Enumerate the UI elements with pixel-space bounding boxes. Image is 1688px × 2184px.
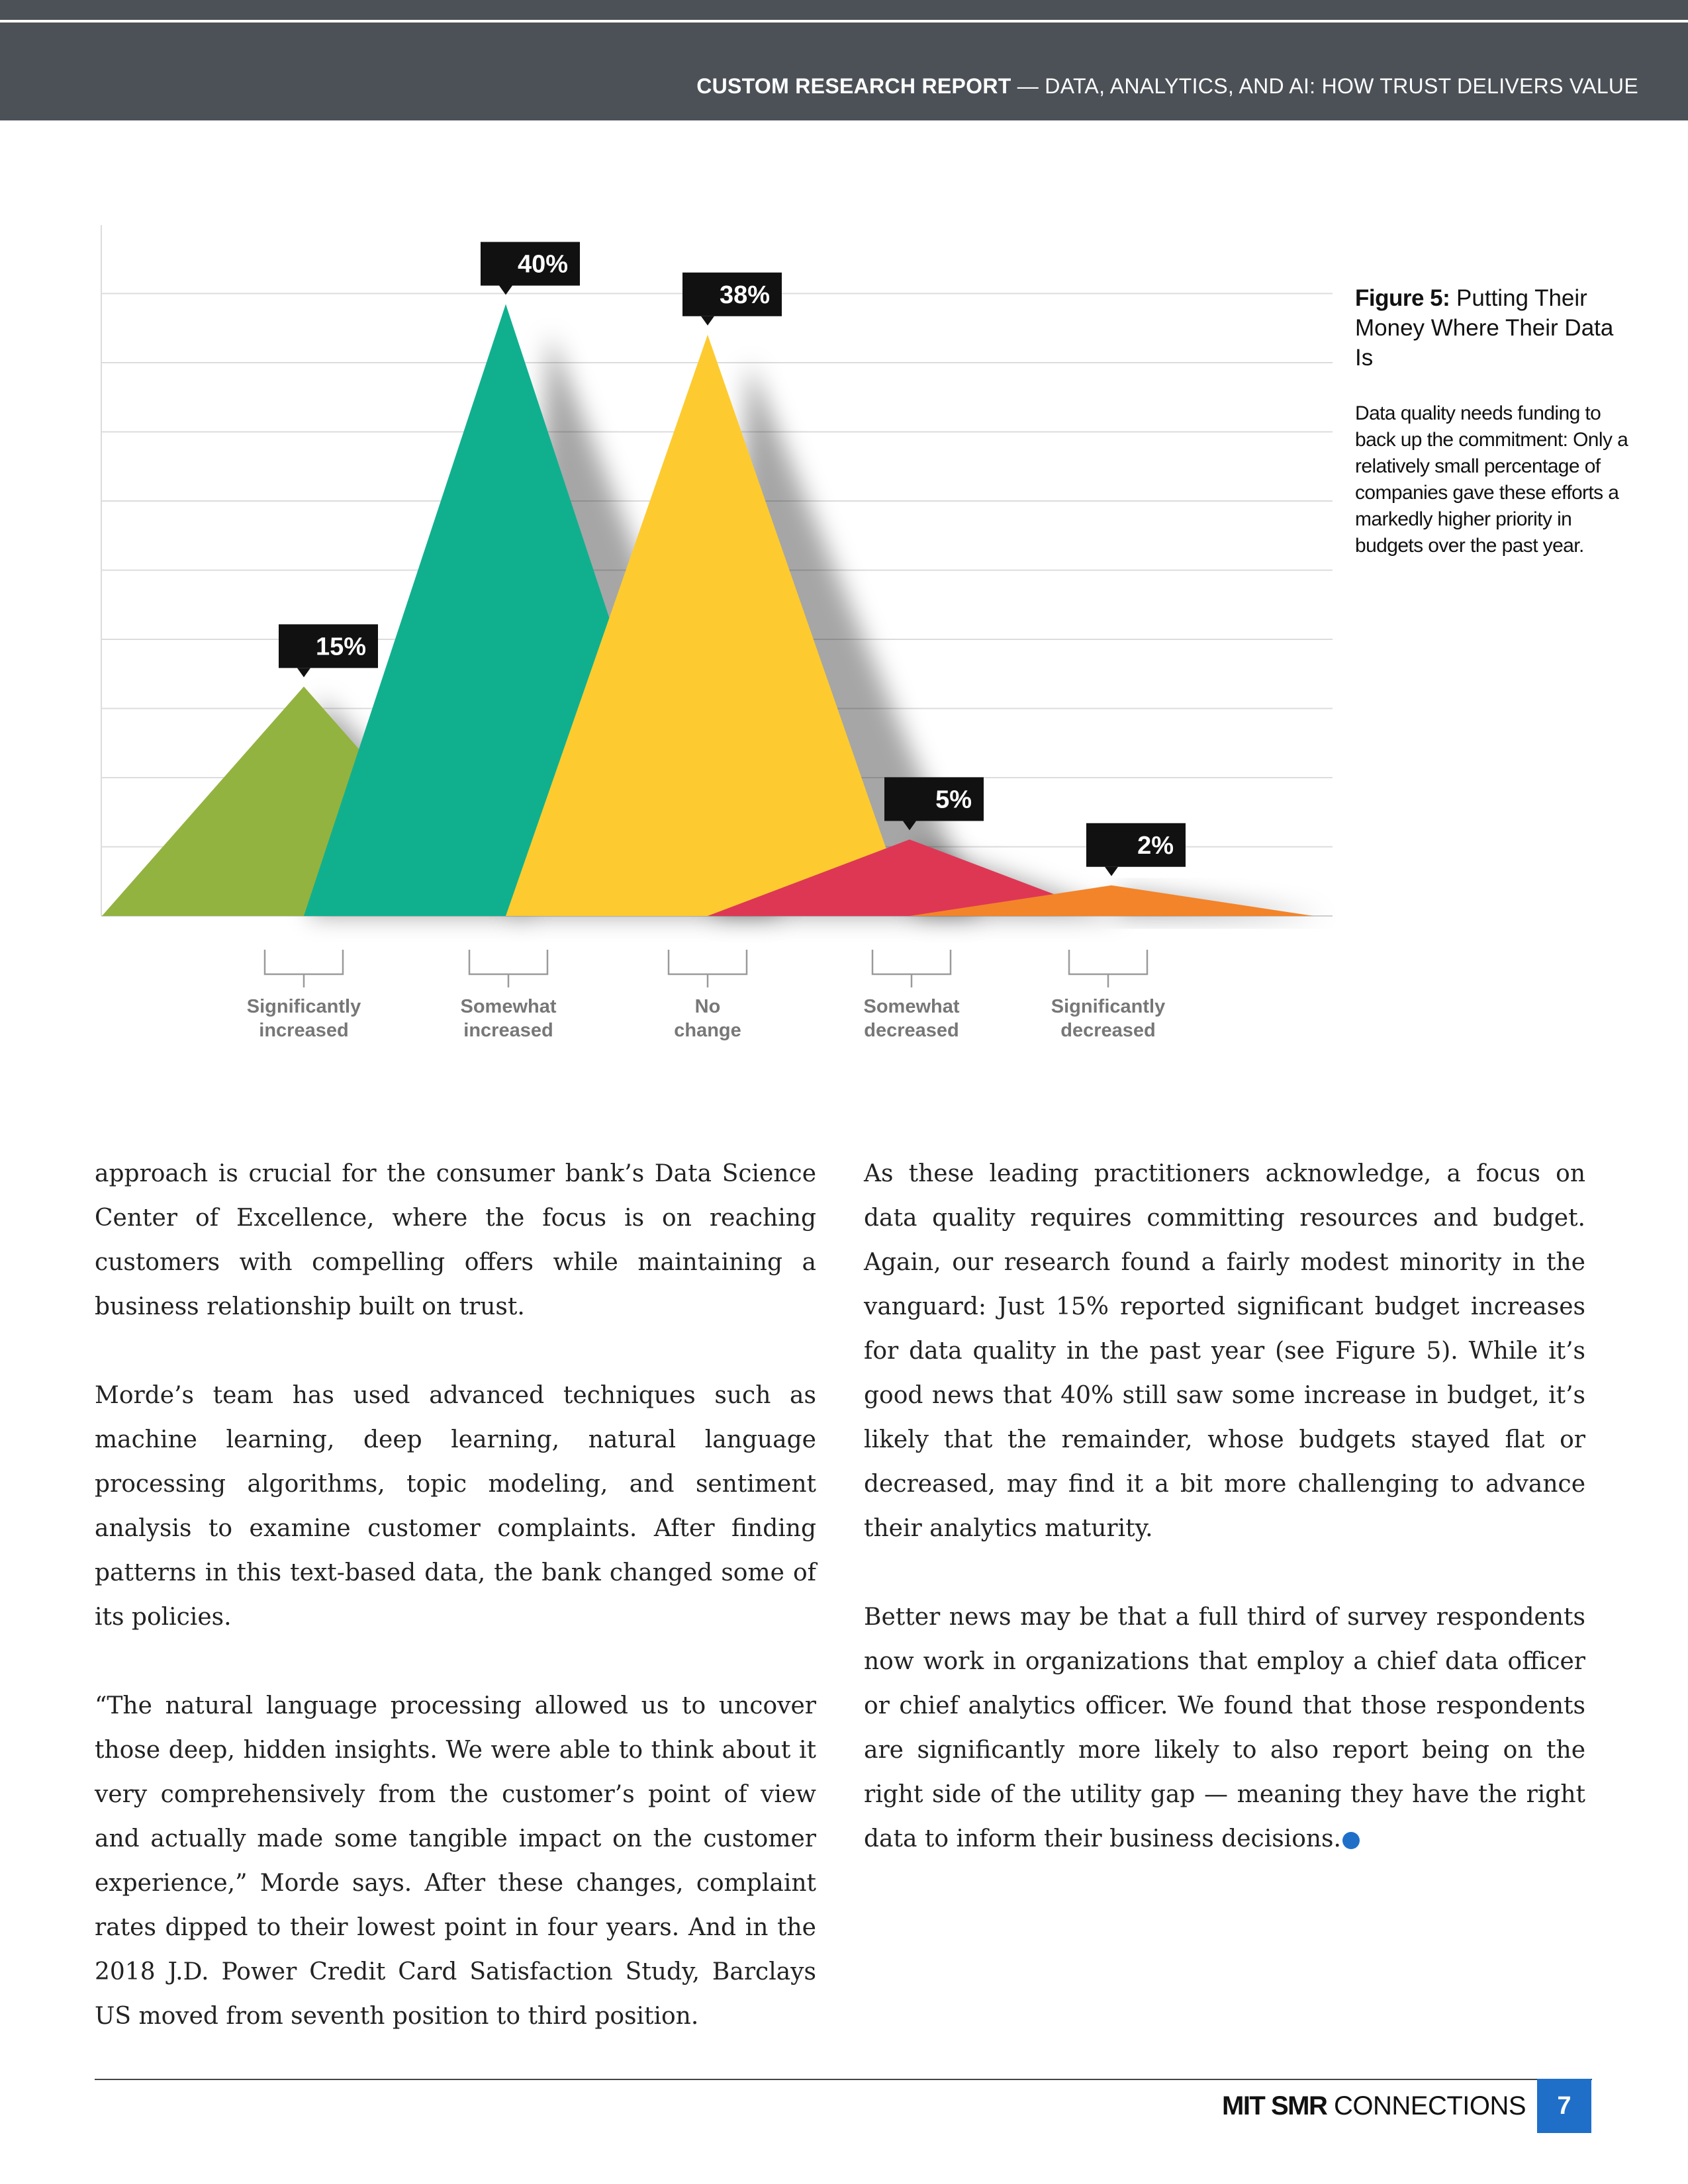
category-label: decreased bbox=[1060, 1020, 1156, 1041]
report-label: CUSTOM RESEARCH REPORT bbox=[696, 74, 1011, 98]
body-column-right bbox=[864, 1152, 1585, 1905]
body-paragraph: approach is crucial for the consumer bank’s Data Science Center of Excellence, where the focus is on reaching customers with compelling offers while maintaining a business relationship built on trust. bbox=[95, 1160, 816, 1320]
data-label-2 bbox=[481, 242, 580, 295]
figure-title bbox=[1355, 283, 1633, 373]
data-label-1 bbox=[279, 624, 378, 677]
category-label: increased bbox=[259, 1020, 349, 1041]
category-bracket bbox=[669, 950, 747, 987]
category-tick-3 bbox=[669, 950, 747, 1041]
data-label-3 bbox=[682, 273, 782, 326]
data-label-5 bbox=[1086, 823, 1186, 876]
data-label-text: 40% bbox=[517, 250, 568, 279]
category-tick-4 bbox=[863, 950, 959, 1041]
category-label: increased bbox=[463, 1020, 553, 1041]
body-column-left bbox=[95, 1152, 816, 2083]
report-title: — DATA, ANALYTICS, AND AI: HOW TRUST DELIVERS VALUE bbox=[1017, 74, 1638, 98]
category-bracket bbox=[469, 950, 547, 987]
category-label: Significantly bbox=[246, 996, 361, 1017]
category-bracket bbox=[872, 950, 951, 987]
footer-brand bbox=[1222, 2091, 1526, 2121]
data-label-text: 38% bbox=[719, 281, 770, 309]
figure-label: Figure 5: bbox=[1355, 285, 1450, 311]
chart-category-ticks bbox=[247, 950, 1165, 1041]
body-paragraph-text: Better news may be that a full third of survey respondents now work in organizations that employ a chief data officer or chief analytics officer. We found that those respondents are significantly more likely to also report being on the right side of the utility gap — meaning they have the right data to inform their business decisions. bbox=[864, 1604, 1585, 1852]
category-label: Somewhat bbox=[863, 996, 960, 1017]
footer-rule bbox=[95, 2079, 1592, 2080]
figure-description: Data quality needs funding to back up the commitment: Only a relatively small percentage of companies gave these efforts a markedly higher priority in budgets over the past year. bbox=[1355, 402, 1628, 557]
brand-rest: CONNECTIONS bbox=[1334, 2091, 1526, 2120]
data-label-text: 2% bbox=[1137, 831, 1174, 860]
data-label-pointer bbox=[701, 316, 714, 326]
category-label: change bbox=[674, 1020, 741, 1041]
brand-bold: MIT SMR bbox=[1222, 2091, 1327, 2120]
body-paragraph: “The natural language processing allowed us to uncover those deep, hidden insights. We were able to think about it very comprehensively from the customer’s point of view and actually made some tangible impact on the customer experience,” Morde says. After these changes, complaint rates dipped to their lowest point in four years. And in the 2018 J.D. Power Credit Card Satisfaction Study, Barclays US moved from seventh position to third position. bbox=[95, 1692, 816, 2030]
category-bracket bbox=[265, 950, 343, 987]
figure-title-text: Putting Their Money Where Their Data Is bbox=[1355, 285, 1614, 371]
category-label: decreased bbox=[864, 1020, 959, 1041]
category-label: No bbox=[694, 996, 721, 1017]
category-tick-1 bbox=[247, 950, 361, 1041]
end-mark-icon bbox=[1342, 1832, 1360, 1849]
figure-caption bbox=[1355, 283, 1633, 559]
category-label: Significantly bbox=[1051, 996, 1166, 1017]
page-number: 7 bbox=[1537, 2079, 1591, 2133]
category-bracket bbox=[1069, 950, 1147, 987]
category-tick-5 bbox=[1051, 950, 1165, 1041]
data-label-pointer bbox=[297, 668, 310, 677]
data-label-pointer bbox=[1105, 867, 1118, 876]
category-label: Somewhat bbox=[460, 996, 557, 1017]
body-paragraph: Morde’s team has used advanced techniques such as machine learning, deep learning, natural language processing algorithms, topic modeling, and sentiment analysis to examine customer complaints. After finding patterns in this text-based data, the bank changed some of its policies. bbox=[95, 1382, 816, 1631]
category-tick-2 bbox=[460, 950, 556, 1041]
body-paragraph-final bbox=[864, 1595, 1585, 1861]
data-label-text: 5% bbox=[935, 786, 972, 814]
data-label-text: 15% bbox=[315, 633, 366, 661]
body-paragraph: As these leading practitioners acknowledge, a focus on data quality requires committing resources and budget. Again, our research found a fairly modest minority in the vanguard: Just 15% reported significant budget increases for data quality in the past year (see Figure 5). While it’s good news that 40% still saw some increase in budget, it’s likely that the remainder, whose budgets stayed flat or decreased, may find it a bit more challenging to advance their analytics maturity. bbox=[864, 1160, 1585, 1542]
